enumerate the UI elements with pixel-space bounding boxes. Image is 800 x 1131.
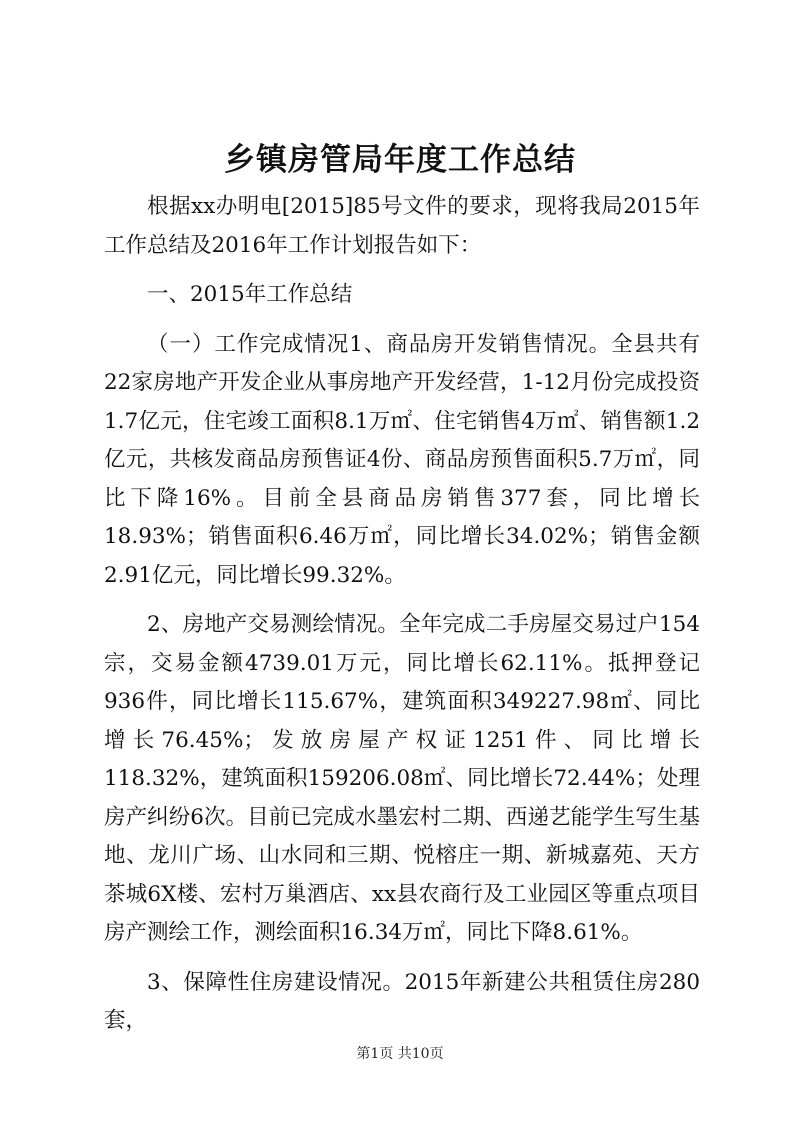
paragraph-sales: （一）工作完成情况1、商品房开发销售情况。全县共有22家房地产开发企业从事房地产开发经营，1-12月份完成投资1.7亿元，住宅竣工面积8.1万㎡、住宅销售4万㎡、销售额1.2亿元，共核发商品房预售证4份、商品房预售面积5.7万㎡，同比下降16%。目前全县商品房销售377套，同比增长18.93%；销售面积6.46万㎡，同比增长34.02%；销售金额2.91亿元，同比增长99.32%。 xyxy=(104,331,700,588)
document-body xyxy=(104,188,700,1041)
paragraph-intro: 根据xx办明电[2015]85号文件的要求，现将我局2015年工作总结及2016年工作计划报告如下： xyxy=(104,194,700,258)
paragraph-housing: 3、保障性住房建设情况。2015年新建公共租赁住房280套， xyxy=(104,969,700,1033)
paragraph-transactions: 2、房地产交易测绘情况。全年完成二手房屋交易过户154宗，交易金额4739.01万元，同比增长62.11%。抵押登记936件，同比增长115.67%，建筑面积349227.98㎡、同比增长76.45%；发放房屋产权证1251件、同比增长118.32%，建筑面积159206.08㎡、同比增长72.44%；处理房产纠纷6次。目前已完成水墨宏村二期、西递艺能学生写生基地、龙川广场、山水同和三期、悦榕庄一期、新城嘉苑、天方茶城6X楼、宏村万巢酒店、xx县农商行及工业园区等重点项目房产测绘工作，测绘面积16.34万㎡，同比下降8.61%。 xyxy=(104,612,700,945)
section-heading: 一、2015年工作总结 xyxy=(147,282,353,307)
page-number: 第1页 共10页 xyxy=(356,1046,444,1062)
document-title: 乡镇房管局年度工作总结 xyxy=(224,142,576,178)
